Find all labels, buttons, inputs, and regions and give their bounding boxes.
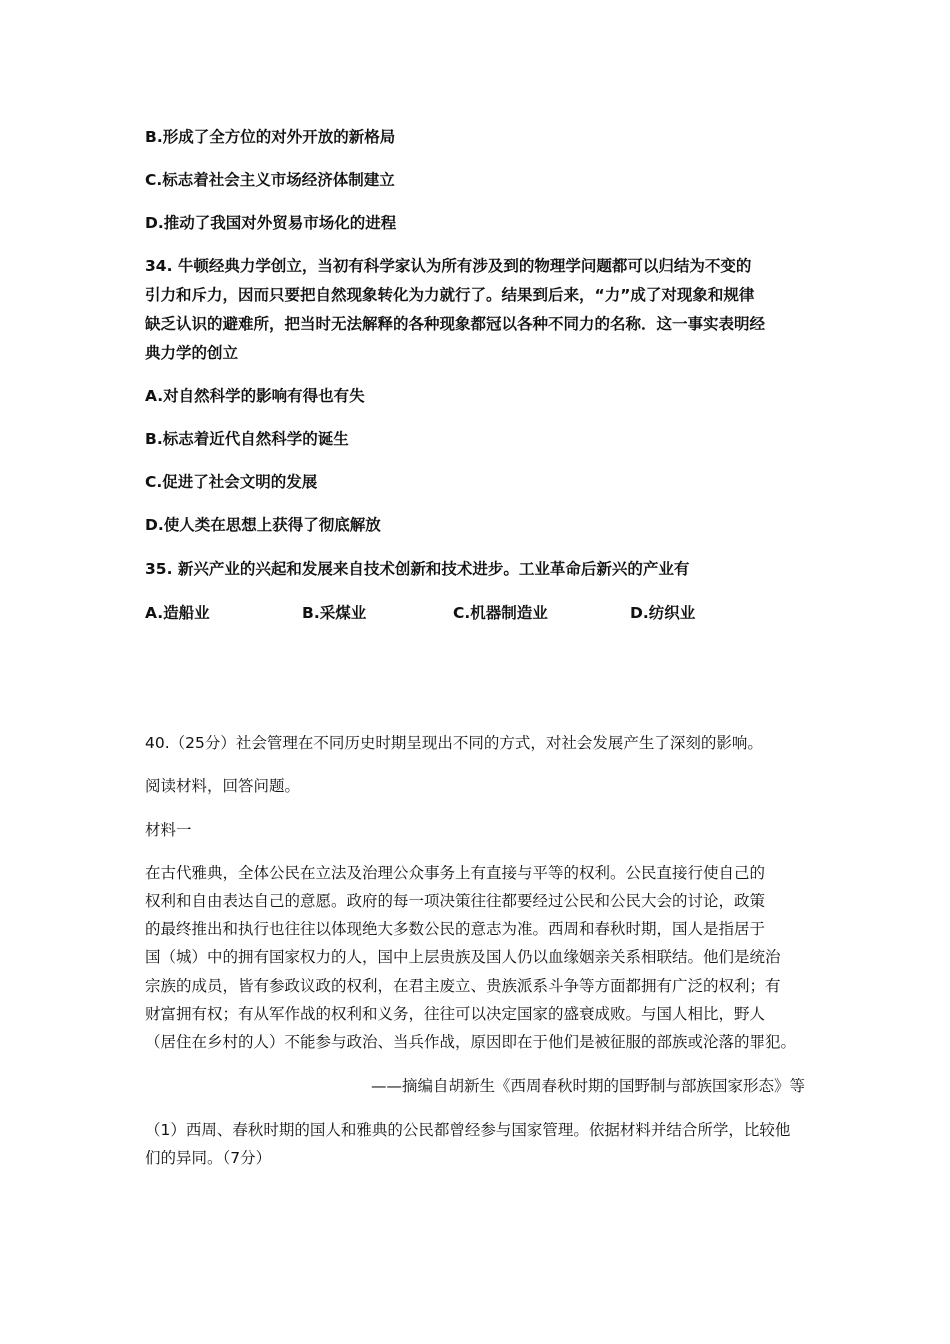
q40-material-line: 宗族的成员，皆有参政议政的权利，在君主废立、贵族派系斗争等方面都拥有广泛的权利；有 [145,977,781,995]
q40-material-title: 材料一 [145,821,192,839]
q34-stem-line: 34. 牛顿经典力学创立，当初有科学家认为所有涉及到的物理学问题都可以归结为不变的 [145,257,752,275]
q33-option-b: B.形成了全方位的对外开放的新格局 [145,128,396,146]
q35-option-c: C.机器制造业 [453,604,548,622]
q33-option-d: D.推动了我国对外贸易市场化的进程 [145,214,397,232]
q35-option-b: B.采煤业 [302,604,367,622]
q35-option-d: D.纺织业 [630,604,696,622]
q40-instruction: 阅读材料，回答问题。 [145,777,301,795]
q34-option-b: B.标志着近代自然科学的诞生 [145,430,349,448]
q35-option-a: A.造船业 [145,604,210,622]
q40-source: ——摘编自胡新生《西周春秋时期的国野制与部族国家形态》等 [370,1077,805,1095]
q40-material-line: 财富拥有权；有从军作战的权利和义务，往往可以决定国家的盛衰成败。与国人相比，野人 [145,1005,766,1023]
q34-stem-line: 缺乏认识的避难所，把当时无法解释的各种现象都冠以各种不同力的名称．这一事实表明经 [145,315,766,333]
q40-question-line: （1）西周、春秋时期的国人和雅典的公民都曾经参与国家管理。依据材料并结合所学，比较他 [145,1121,791,1139]
q40-question-line: 们的异同。（7分） [145,1149,272,1167]
q34-option-d: D.使人类在思想上获得了彻底解放 [145,516,381,534]
q34-stem-line: 引力和斥力，因而只要把自然现象转化为力就行了。结果到后来，“力”成了对现象和规律 [145,286,755,304]
q40-material-line: 在古代雅典，全体公民在立法及治理公众事务上有直接与平等的权利。公民直接行使自己的 [145,864,766,882]
q40-material-line: （居住在乡村的人）不能参与政治、当兵作战，原因即在于他们是被征服的部族或沦落的罪犯。 [145,1033,797,1051]
q33-option-c: C.标志着社会主义市场经济体制建立 [145,171,395,189]
q35-stem: 35. 新兴产业的兴起和发展来自技术创新和技术进步。工业革命后新兴的产业有 [145,560,690,578]
q34-stem-line: 典力学的创立 [145,344,239,362]
q40-material-line: 国（城）中的拥有国家权力的人，国中上层贵族及国人仍以血缘姻亲关系相联结。他们是统治 [145,948,781,966]
q34-option-c: C.促进了社会文明的发展 [145,473,318,491]
q34-option-a: A.对自然科学的影响有得也有失 [145,387,365,405]
q40-material-line: 的最终推出和执行也往往以体现绝大多数公民的意志为准。西周和春秋时期，国人是指居于 [145,920,766,938]
q35-options-row [145,603,745,623]
q40-material-line: 权利和自由表达自己的意愿。政府的每一项决策往往都要经过公民和公民大会的讨论，政策 [145,892,766,910]
q40-intro: 40.（25分）社会管理在不同历史时期呈现出不同的方式，对社会发展产生了深刻的影响。 [145,734,763,752]
